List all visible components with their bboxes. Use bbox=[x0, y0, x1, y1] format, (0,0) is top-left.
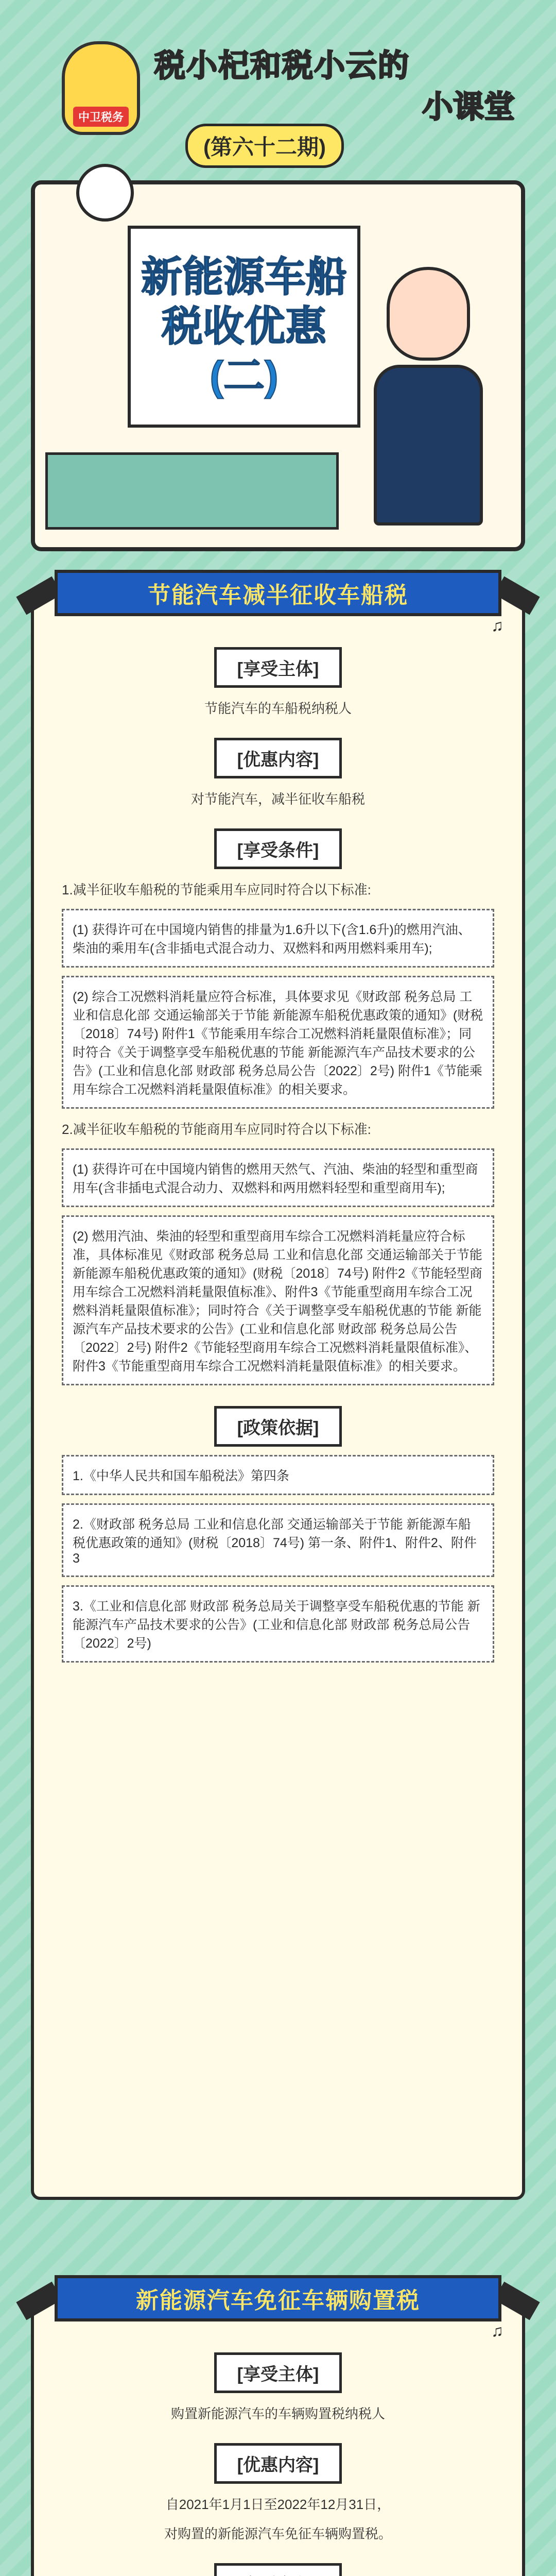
content-text: 对节能汽车，减半征收车船税 bbox=[190, 791, 365, 807]
preferential-content bbox=[46, 738, 510, 808]
conditions-p2: 2.减半征收车船税的节能商用车应同时符合以下标准: bbox=[62, 1122, 371, 1137]
title-line2: 小课堂 bbox=[422, 90, 515, 124]
conditions bbox=[46, 2563, 510, 2576]
enjoy-subject bbox=[46, 647, 510, 717]
music-note-icon: ♫ bbox=[491, 2321, 503, 2340]
section1-title: 节能汽车减半征收车船税 bbox=[55, 570, 501, 616]
character-body bbox=[374, 365, 483, 526]
conditions-label: [享受条件] bbox=[214, 828, 342, 869]
hero-board bbox=[128, 226, 360, 428]
hero-panel bbox=[31, 180, 525, 551]
section2-card bbox=[31, 2288, 525, 2576]
character-head bbox=[387, 267, 470, 361]
enjoy-subject-text: 节能汽车的车船税纳税人 bbox=[204, 701, 352, 716]
policy-item: 1.《中华人民共和国车船税法》第四条 bbox=[62, 1455, 494, 1495]
content-text1: 自2021年1月1日至2022年12月31日， bbox=[165, 2497, 391, 2512]
content-label: [优惠内容] bbox=[214, 2443, 342, 2484]
hero-line2: 税收优惠 bbox=[162, 303, 326, 349]
issue-label: (第六十二期) bbox=[185, 124, 344, 168]
badge-label: 中卫税务 bbox=[73, 107, 129, 127]
condition-item: (2) 综合工况燃料消耗量应符合标准，具体要求见《财政部 税务总局 工业和信息化部 交通运输部关于节能 新能源车船税优惠政策的通知》(财税〔2018〕74号) 附件1《节能乘用车综合工况燃料消耗量限值标准》；同时符合《关于调整享受车船税优惠的节能 新能源汽车产品技术要求的公告》(工业和信息化部 财政部 税务总局公告〔2022〕2号) 附件1《节能乘用车综合工况燃料消耗量限值标准》的相关要求。 bbox=[62, 976, 494, 1109]
conditions-label bbox=[214, 2563, 342, 2576]
policy-basis bbox=[46, 1406, 510, 1663]
character-illustration bbox=[372, 267, 485, 524]
content-text2: 对购置的新能源汽车免征车辆购置税。 bbox=[164, 2526, 392, 2541]
clock-icon bbox=[76, 164, 134, 222]
section2-title: 新能源汽车免征车辆购置税 bbox=[55, 2275, 501, 2321]
badge-logo bbox=[62, 41, 140, 135]
conditions-p1: 1.减半征收车船税的节能乘用车应同时符合以下标准: bbox=[62, 882, 371, 897]
header bbox=[0, 0, 556, 170]
conditions bbox=[46, 828, 510, 1385]
hero-line1: 新能源车船 bbox=[141, 254, 347, 300]
enjoy-subject-label: [享受主体] bbox=[214, 2352, 342, 2393]
policy-item: 3.《工业和信息化部 财政部 税务总局关于调整享受车船税优惠的节能 新能源汽车产品技术要求的公告》(工业和信息化部 财政部 税务总局公告〔2022〕2号) bbox=[62, 1585, 494, 1663]
enjoy-subject-text: 购置新能源汽车的车辆购置税纳税人 bbox=[170, 2406, 385, 2421]
policy-label: [政策依据] bbox=[214, 1406, 342, 1447]
section1-card bbox=[31, 583, 525, 2200]
hero-line3: (二) bbox=[210, 353, 279, 399]
condition-item: (1) 获得许可在中国境内销售的排量为1.6升以下(含1.6升)的燃用汽油、柴油的乘用车(含非插电式混合动力、双燃料和两用燃料乘用车); bbox=[62, 909, 494, 968]
policy-item: 2.《财政部 税务总局 工业和信息化部 交通运输部关于节能 新能源车船税优惠政策的通知》(财税〔2018〕74号) 第一条、附件1、附件2、附件3 bbox=[62, 1503, 494, 1577]
title-line1: 税小杞和税小云的 bbox=[154, 48, 410, 83]
preferential-content bbox=[46, 2443, 510, 2543]
bookshelf-illustration bbox=[45, 452, 339, 530]
title-box bbox=[154, 41, 525, 160]
condition-item: (2) 燃用汽油、柴油的轻型和重型商用车综合工况燃料消耗量应符合标准，具体标准见《财政部 税务总局 工业和信息化部 交通运输部关于节能 新能源车船税优惠政策的通知》(财税〔2018〕74号) 附件2《节能轻型商用车综合工况燃料消耗量限值标准》、附件3《节能重型商用车综合工况燃料消耗量限值标准》；同时符合《关于调整享受车船税优惠的节能 新能源汽车产品技术要求的公告》(工业和信息化部 财政部 税务总局公告〔2022〕2号) 附件2《节能轻型商用车综合工况燃料消耗量限值标准》、附件3《节能重型商用车综合工况燃料消耗量限值标准》的相关要求。 bbox=[62, 1215, 494, 1385]
condition-item: (1) 获得许可在中国境内销售的燃用天然气、汽油、柴油的轻型和重型商用车(含非插电式混合动力、双燃料和两用燃料轻型和重型商用车); bbox=[62, 1148, 494, 1207]
enjoy-subject bbox=[46, 2352, 510, 2422]
music-note-icon: ♫ bbox=[491, 616, 503, 635]
enjoy-subject-label: [享受主体] bbox=[214, 647, 342, 688]
content-label: [优惠内容] bbox=[214, 738, 342, 778]
